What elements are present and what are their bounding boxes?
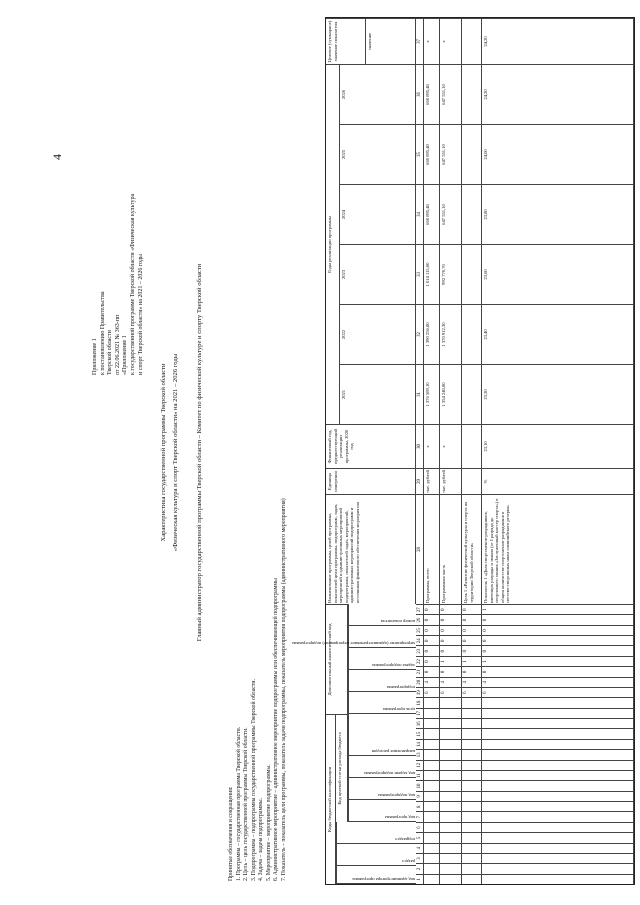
column-number: 12 (416, 760, 424, 770)
row-year-value (462, 244, 482, 304)
row-name: Программная часть (440, 494, 462, 604)
code-cell: 0 (424, 646, 440, 656)
code-cell (440, 822, 462, 832)
column-number: 29 (416, 468, 424, 494)
code-cell (424, 728, 440, 738)
code-cell: 0 (440, 604, 462, 614)
code-cell (462, 728, 482, 738)
header-year: 2026 (340, 64, 416, 124)
row-target-value: х (440, 18, 462, 64)
code-cell: 4 (424, 677, 440, 687)
code-cell (462, 822, 482, 832)
header-year: 2025 (340, 124, 416, 184)
code-cell (462, 832, 482, 842)
code-cell: 0 (440, 625, 462, 635)
row-year-value: 992 770,70 (440, 244, 462, 304)
header-year: 2021 (340, 364, 416, 424)
row-target-value (462, 18, 482, 64)
row-year-value: 24,00 (482, 124, 634, 184)
column-number: 18 (416, 697, 424, 707)
column-number: 25 (416, 625, 424, 635)
code-cell (462, 697, 482, 707)
header-razdel: раздел (336, 844, 416, 866)
code-cell (482, 697, 634, 707)
row-target-value: х (424, 18, 440, 64)
header-podrazdel: подраздел (336, 822, 416, 844)
code-cell: 0 (440, 646, 462, 656)
code-cell (482, 739, 634, 749)
row-year-value: 1 354 240,80 (440, 364, 462, 424)
code-cell: 0 (462, 604, 482, 614)
column-number: 13 (416, 749, 424, 759)
code-cell (462, 780, 482, 790)
appendix-line: от 22.06.2021 № 363-пп (114, 314, 121, 375)
code-cell (440, 811, 462, 821)
code-cell: 0 (440, 635, 462, 645)
code-cell (482, 832, 634, 842)
code-cell (482, 853, 634, 863)
code-cell (462, 853, 482, 863)
row-unit: % (482, 468, 634, 494)
code-cell (424, 822, 440, 832)
row-year-value: 24,20 (482, 64, 634, 124)
row-year-value: 23,40 (482, 304, 634, 364)
code-cell (424, 832, 440, 842)
code-cell (440, 780, 462, 790)
code-cell (424, 749, 440, 759)
code-cell (482, 801, 634, 811)
header-program-goal: цель программы (348, 692, 416, 714)
row-year-value: 647 551,10 (440, 124, 462, 184)
code-cell: 6 (482, 687, 634, 697)
appendix-line: «Приложение 1 (122, 335, 129, 375)
row-target-value: 24,20 (482, 18, 634, 64)
header-indicator-number: номер показателя (348, 604, 416, 626)
row-year-value: 23,20 (482, 364, 634, 424)
code-cell: 1 (440, 656, 462, 666)
column-number: 15 (416, 728, 424, 738)
code-cell (482, 770, 634, 780)
header-activity: мероприятие (административное мероприятие) подпрограммы (348, 626, 416, 648)
code-cell (482, 708, 634, 718)
code-cell: 0 (424, 656, 440, 666)
code-cell: 0 (424, 614, 440, 624)
code-cell (440, 843, 462, 853)
code-cell: 0 (424, 604, 440, 614)
code-cell (440, 770, 462, 780)
code-cell (462, 718, 482, 728)
code-cell (440, 863, 462, 873)
header-year: 2022 (340, 304, 416, 364)
code-cell: 0 (462, 666, 482, 676)
code-cell: 0 (462, 635, 482, 645)
row-year-value: 1 370 912,30 (440, 304, 462, 364)
code-cell: 0 (482, 666, 634, 676)
column-number: 32 (416, 304, 424, 364)
column-number: 27 (416, 604, 424, 614)
code-cell (440, 708, 462, 718)
column-number: 6 (416, 822, 424, 832)
column-number: 34 (416, 184, 424, 244)
code-cell (440, 728, 462, 738)
heading-1: Характеристика государственной программы Тверской области (160, 363, 167, 542)
appendix-line: и спорт Тверской области» на 2021 – 2026 годы (137, 253, 144, 375)
row-unit: тыс. рублей (440, 468, 462, 494)
code-cell (482, 728, 634, 738)
appendix-line: к государственной программе Тверской области «Физическая культура (129, 193, 136, 375)
note-line: 5. Мероприятие – мероприятие подпрограммы. (265, 764, 272, 881)
heading-2: «Физическая культура и спорт Тверской области» на 2021 – 2026 годы (172, 353, 179, 552)
code-cell (424, 739, 440, 749)
code-cell (424, 801, 440, 811)
column-number: 8 (416, 801, 424, 811)
code-cell (482, 863, 634, 873)
heading-3: Главный администратор государственной программы Тверской области – Комитет по физической культуре и спорту Тверской области (196, 263, 203, 642)
row-name: Цель 1 «Развитие физической культуры и спорта на территории Тверской области» (462, 494, 482, 604)
code-cell (462, 739, 482, 749)
code-cell: 4 (462, 677, 482, 687)
column-number: 5 (416, 832, 424, 842)
row-fin-year: х (424, 424, 440, 468)
code-cell: 0 (462, 646, 482, 656)
code-cell (462, 874, 482, 884)
code-cell (424, 853, 440, 863)
page-number: 4 (50, 154, 64, 160)
row-unit: тыс. рублей (424, 468, 440, 494)
code-cell: 0 (482, 646, 634, 656)
code-cell (482, 822, 634, 832)
code-cell (482, 843, 634, 853)
notes-block (228, 321, 288, 881)
column-number: 37 (416, 18, 424, 64)
code-cell (424, 697, 440, 707)
code-cell: 0 (462, 614, 482, 624)
code-cell: 6 (424, 687, 440, 697)
code-cell: 1 (482, 656, 634, 666)
header-year: 2024 (340, 184, 416, 244)
row-year-value: 23,60 (482, 244, 634, 304)
code-cell (424, 770, 440, 780)
code-cell: 0 (482, 614, 634, 624)
row-year-value: 1 390 256,80 (424, 304, 440, 364)
row-year-value: 660 895,40 (424, 124, 440, 184)
appendix-line: к постановлению Правительства (99, 291, 106, 375)
header-budget-codes: Коды бюджетной классификации (326, 714, 336, 884)
code-cell: 6 (440, 687, 462, 697)
column-number: 14 (416, 739, 424, 749)
code-cell (440, 791, 462, 801)
column-number: 4 (416, 843, 424, 853)
code-cell (424, 760, 440, 770)
row-year-value: 660 895,40 (424, 184, 440, 244)
note-line: 4. Задача – задача подпрограммы. (258, 797, 264, 881)
column-number: 11 (416, 770, 424, 780)
header-target-value: Целевое (суммарное) значение показателя (326, 18, 366, 64)
column-number: 9 (416, 791, 424, 801)
column-number: 17 (416, 708, 424, 718)
column-number: 22 (416, 656, 424, 666)
code-cell (440, 749, 462, 759)
appendix-block (92, 75, 145, 375)
code-cell (462, 863, 482, 873)
row-year-value (462, 64, 482, 124)
code-cell (440, 760, 462, 770)
row-year-value (462, 304, 482, 364)
header-extra-code: Дополнительный аналитический код (326, 604, 348, 714)
code-cell (424, 874, 440, 884)
code-cell (424, 811, 440, 821)
column-number: 2 (416, 863, 424, 873)
code-cell: 0 (440, 614, 462, 624)
row-year-value: 1 014 115,00 (424, 244, 440, 304)
row-year-value: 23,80 (482, 184, 634, 244)
note-line: 2. Цель – цель государственной программы Тверской области. (243, 727, 249, 881)
code-cell: 0 (440, 666, 462, 676)
code-cell: 0 (482, 625, 634, 635)
appendix-line: Приложение 1 (92, 338, 98, 375)
note-line: 6. Административное мероприятие – административное мероприятие подпрограммы или обеспечивающей подпрограммы (273, 578, 279, 881)
column-number: 21 (416, 666, 424, 676)
header-fin-year: Финансовый год, предшествующий реализации программы, 2020 год (326, 424, 416, 468)
row-year-value (462, 364, 482, 424)
header-subprogram-code: код подпрограммы (348, 778, 416, 800)
code-cell: 0 (482, 635, 634, 645)
header-years-group: Годы реализации программы (326, 64, 340, 424)
column-number: 35 (416, 124, 424, 184)
column-number: 31 (416, 364, 424, 424)
row-fin-year: х (440, 424, 462, 468)
code-cell (482, 749, 634, 759)
code-cell (462, 749, 482, 759)
row-fin-year: 23,10 (482, 424, 634, 468)
code-cell (424, 718, 440, 728)
code-cell: 4 (440, 677, 462, 687)
column-number: 10 (416, 780, 424, 790)
header-unit: Единица измерения (326, 468, 416, 494)
note-line: Принятые обозначения и сокращения: (228, 786, 234, 881)
header-subprogram-task: задача подпрограммы (348, 648, 416, 670)
code-cell: 1 (482, 604, 634, 614)
row-unit (462, 468, 482, 494)
code-cell (462, 811, 482, 821)
code-cell (462, 770, 482, 780)
row-year-value: 1 376 589,10 (424, 364, 440, 424)
code-cell (482, 811, 634, 821)
code-cell (462, 843, 482, 853)
code-cell (440, 697, 462, 707)
code-cell: 6 (462, 687, 482, 697)
column-number: 19 (416, 687, 424, 697)
header-subprogram: подпрограмма (348, 670, 416, 692)
column-number: 28 (416, 494, 424, 604)
code-cell (482, 760, 634, 770)
row-name: Программа, всего (424, 494, 440, 604)
column-number: 3 (416, 853, 424, 863)
code-cell (462, 708, 482, 718)
code-cell (440, 853, 462, 863)
note-line: 7. Показатель – показатель цели программы, показатель задачи подпрограммы, показатель мероприятия подпрограммы (административного мероприятия) (280, 498, 287, 881)
note-line: 3. Подпрограмма – подпрограмма государственной программы Тверской области. (250, 679, 257, 881)
code-cell (424, 780, 440, 790)
header-program-code: код программы (348, 800, 416, 822)
code-cell (440, 718, 462, 728)
code-cell: 1 (462, 656, 482, 666)
code-cell (424, 843, 440, 853)
header-year: 2023 (340, 244, 416, 304)
characteristics-table (292, 17, 635, 885)
code-cell (440, 801, 462, 811)
code-cell (424, 863, 440, 873)
header-target-article: Код целевой статьи расхода бюджета (336, 714, 348, 822)
appendix-line: Тверской области (107, 330, 114, 375)
row-year-value: 647 551,10 (440, 64, 462, 124)
header-admin-code: код администратора программы (336, 866, 416, 884)
code-cell (482, 780, 634, 790)
column-number: 1 (416, 874, 424, 884)
code-cell (440, 832, 462, 842)
note-line: 1. Программа – государственная программа Тверской области. (235, 726, 242, 881)
code-cell (462, 760, 482, 770)
header-task-code: код задачи подпрограммы (348, 756, 416, 778)
code-cell: 0 (424, 625, 440, 635)
column-number: 33 (416, 244, 424, 304)
column-number: 7 (416, 811, 424, 821)
row-fin-year (462, 424, 482, 468)
header-expense-direction: направление расходов (348, 714, 416, 756)
code-cell (424, 708, 440, 718)
code-cell: 0 (462, 625, 482, 635)
code-cell (424, 791, 440, 801)
code-cell (462, 791, 482, 801)
code-cell (482, 874, 634, 884)
code-cell: 0 (424, 666, 440, 676)
row-year-value (462, 184, 482, 244)
code-cell: 4 (482, 677, 634, 687)
column-number: 24 (416, 635, 424, 645)
row-year-value: 660 895,40 (424, 64, 440, 124)
code-cell (440, 739, 462, 749)
column-number: 23 (416, 646, 424, 656)
column-number: 30 (416, 424, 424, 468)
code-cell (462, 801, 482, 811)
column-number: 16 (416, 718, 424, 728)
row-year-value (462, 124, 482, 184)
code-cell (440, 874, 462, 884)
header-target-value-sub: значение (366, 18, 416, 64)
column-number: 26 (416, 614, 424, 624)
row-name: Показатель 1 «Доля спортсменов-разрядников, имеющих разряды и звания (от I разряда до спортивного звания «Заслуженный мастер спорта») в общем количестве спортсменов-разрядников в системе спортивных школ олимпийского резерва» (482, 494, 634, 604)
code-cell: 0 (424, 635, 440, 645)
column-number: 36 (416, 64, 424, 124)
row-year-value: 647 551,10 (440, 184, 462, 244)
code-cell (482, 718, 634, 728)
code-cell (482, 791, 634, 801)
column-number: 20 (416, 677, 424, 687)
header-name: Наименование программы, целей программы, показателей цели программы, подпрограмм, задач, мероприятий и административных мероприятий подпрограмм, показателей задач, мероприятий, административных мероприятий подпрограмм и источников финансового обеспечения мероприятия (326, 494, 416, 604)
